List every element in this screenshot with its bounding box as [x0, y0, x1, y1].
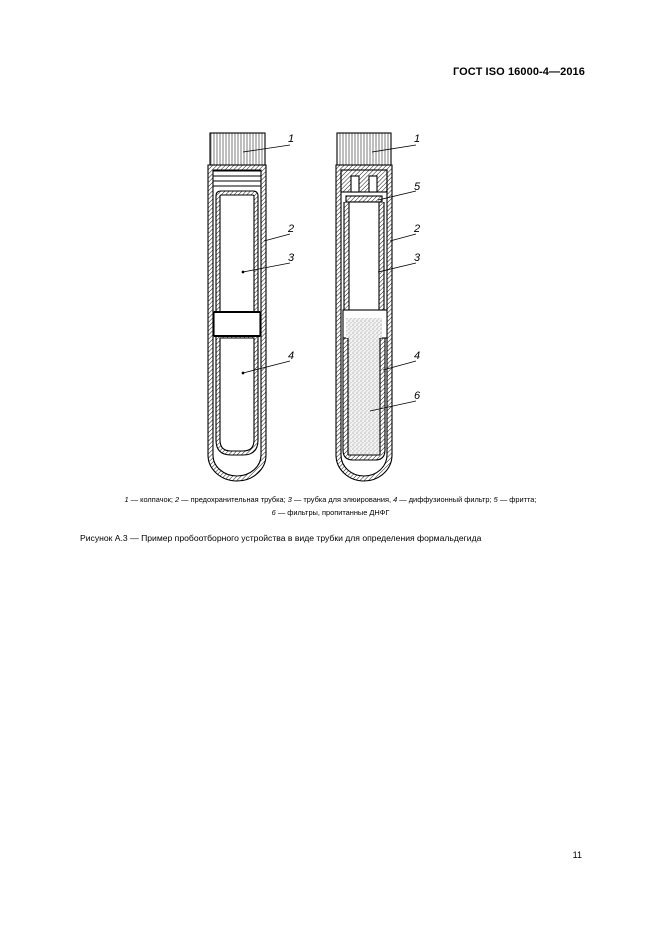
- legend-text: — фритта;: [497, 495, 537, 504]
- right-dnph-filters: [348, 338, 380, 455]
- legend-num: 1: [124, 495, 129, 504]
- legend-text: — колпачок;: [128, 495, 175, 504]
- left-label-1: 1: [288, 133, 295, 145]
- left-sampler-tube: [208, 133, 290, 481]
- document-header: ГОСТ ISO 16000-4—2016: [452, 66, 585, 78]
- legend-num: 2: [174, 495, 180, 504]
- legend-num: 3: [287, 495, 292, 504]
- right-label-4: 4: [414, 350, 421, 362]
- right-frit: [346, 196, 382, 202]
- legend-num: 5: [493, 495, 498, 504]
- left-label-2: 2: [288, 223, 295, 235]
- page-number: 11: [572, 850, 582, 860]
- legend-text: — фильтры, пропитанные ДНФГ: [275, 508, 390, 517]
- figure-legend: [0, 493, 661, 519]
- legend-text: — трубка для элюирования,: [291, 495, 394, 504]
- right-frit-holder: [341, 170, 387, 192]
- legend-text: — предохранительная трубка;: [179, 495, 288, 504]
- right-label-5: 5: [414, 181, 421, 193]
- right-label-1: 1: [414, 133, 421, 145]
- right-label-3: 3: [414, 252, 421, 264]
- right-tube-labels: [413, 133, 421, 402]
- legend-line-1: [0, 493, 661, 506]
- figure-caption: Рисунок А.3 — Пример пробоотборного устройства в виде трубки для определения формальдегида: [80, 533, 482, 543]
- right-sampler-tube: [336, 133, 416, 481]
- left-cap: [210, 133, 265, 165]
- left-label-3: 3: [288, 252, 295, 264]
- legend-line-2: [0, 506, 661, 519]
- right-label-2: 2: [414, 223, 421, 235]
- legend-num: 4: [393, 495, 398, 504]
- left-tube-labels: [287, 133, 295, 362]
- right-cap: [337, 133, 391, 165]
- legend-num: 6: [271, 508, 276, 517]
- legend-text: — диффузионный фильтр;: [397, 495, 494, 504]
- left-connector: [214, 312, 260, 336]
- right-label-6: 6: [414, 390, 421, 402]
- left-label-4: 4: [288, 350, 295, 362]
